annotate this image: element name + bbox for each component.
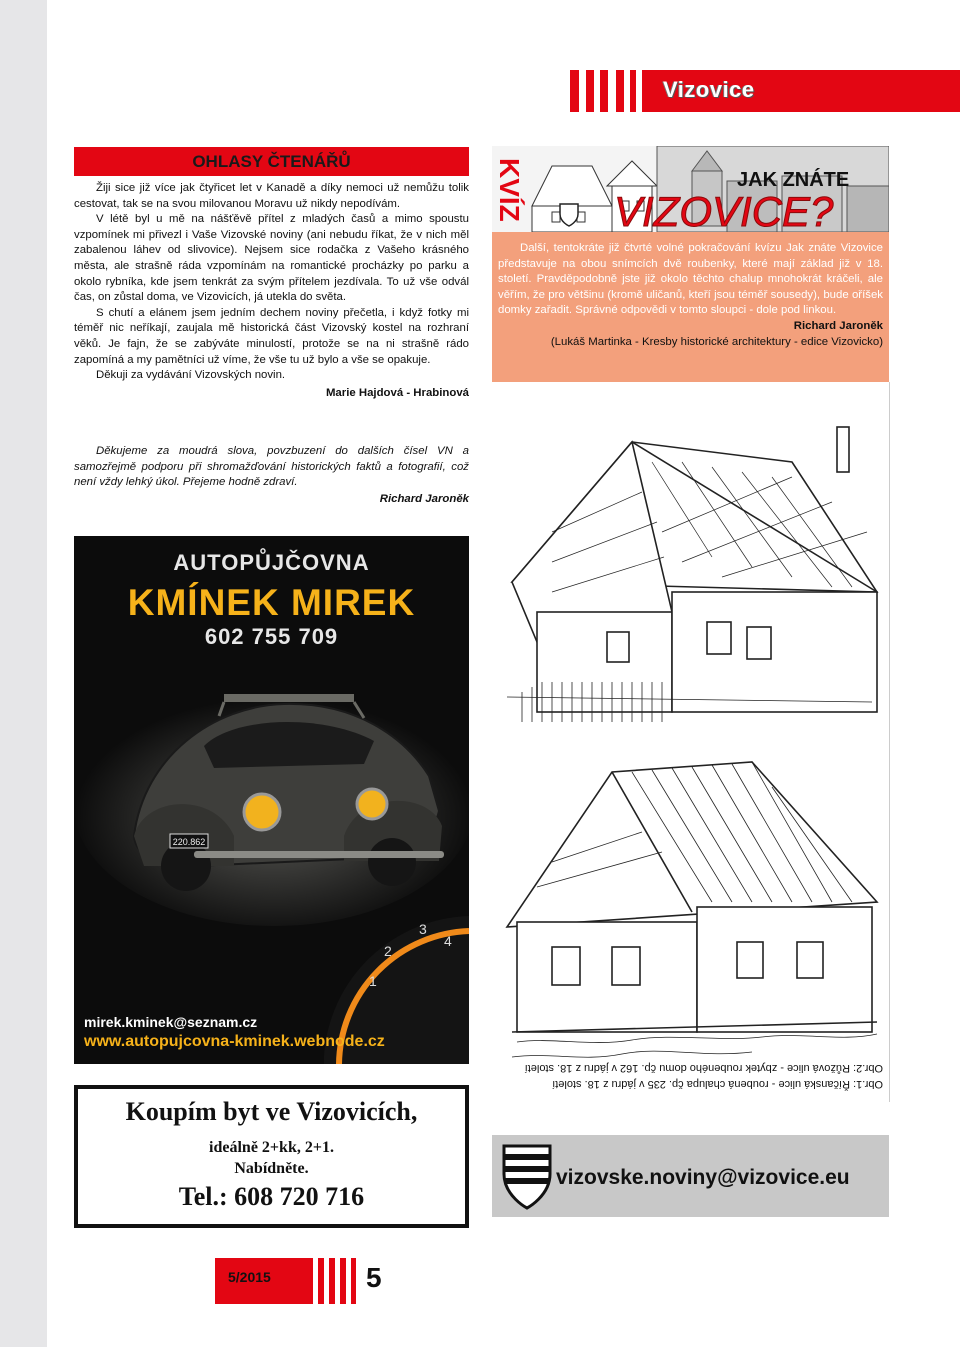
- car-rental-ad: [74, 536, 469, 1064]
- house-sketches: [492, 382, 889, 1102]
- reply-signature: Richard Jaroněk: [379, 492, 469, 505]
- letter-paragraph: Žiji sice již více jak čtyřicet let v Kanadě a díky nemoci už nemůžu tolik cestovat, tak se na svou milovanou Moravu už nikdy nepodívám.: [74, 182, 469, 210]
- footer-stripe: [340, 1258, 346, 1304]
- quiz-source: (Lukáš Martinka - Kresby historické architektury - edice Vizovicko): [550, 335, 883, 348]
- ad-phone: 602 755 709: [204, 624, 339, 649]
- svg-text:2: 2: [384, 943, 392, 959]
- section-title: Vizovice: [663, 77, 755, 102]
- ad-headline: AUTOPŮJČOVNA: [173, 550, 370, 575]
- letter-signature: Marie Hajdová - Hrabinová: [325, 386, 469, 399]
- letter-paragraph: Děkuji za vydávání Vizovských novin.: [96, 369, 286, 382]
- letters-heading: OHLASY ČTENÁŘŮ: [192, 152, 351, 171]
- header-stripe: [586, 70, 594, 112]
- quiz-header-graphic: [492, 146, 889, 232]
- editor-reply: [74, 444, 469, 507]
- quiz-intro: [498, 241, 883, 350]
- quiz-title-big: VIZOVICE?: [614, 188, 834, 232]
- svg-text:4: 4: [444, 933, 452, 949]
- sketch-caption-2: Obr.2: Růžová ulice - zbytek roubeného domu čp. 162 v jádru z 18. století: [524, 1062, 883, 1074]
- footer-stripe: [351, 1258, 356, 1304]
- wanted-detail: ideálně 2+kk, 2+1.: [209, 1139, 334, 1156]
- letter-paragraph: S chutí a elánem jsem jedním dechem noviny přečetla, i když fotky mi téměř nic neříkají, zaujala mě historická část Vizovský kostel na rozhraní věků. Je fajn, že se zabýváte minulostí, protože se na ni strašně rádo zapomíná a my pamětníci už víme, že vše tu už bylo a vše se opakuje.: [74, 306, 469, 366]
- sketches-panel: [492, 382, 890, 1102]
- quiz-side-label: KVÍZ: [494, 158, 525, 222]
- svg-text:1: 1: [369, 973, 377, 989]
- header-stripe: [616, 70, 624, 112]
- house-2-sketch: [507, 762, 877, 1057]
- svg-text:3: 3: [419, 921, 427, 937]
- quiz-title-small: JAK ZNÁTE: [737, 169, 850, 191]
- car-photo: [74, 536, 469, 1064]
- ad-company-name: KMÍNEK MIREK: [127, 582, 416, 623]
- reply-text: Děkujeme za moudrá slova, povzbuzení do dalších čísel VN a samozřejmě podporu při shromažďování historických faktů a fotografií, což není vždy lehký úkol. Přejeme hodně zdraví.: [74, 445, 469, 489]
- ad-website[interactable]: www.autopujcovna-kminek.webnode.cz: [84, 1033, 385, 1050]
- wanted-phone: Tel.: 608 720 716: [178, 1182, 365, 1211]
- header-stripe: [570, 70, 579, 112]
- quiz-header: [492, 146, 889, 232]
- quiz-paragraph: Další, tentokráte již čtvrté volné pokračování kvízu Jak znáte Vizovice představuje na obou snímcích dvě roubenky, které mají základ již v 18. století. Pravděpodobně jste již okolo těchto chalup mnohokrát kráčeli, ale věřím, že pro většinu (kromě uličanů, kteří jsou téměř sousedy), bude oříšek domky zařadit. Správné odpovědi v tomto sloupci - dole pod linkou.: [498, 242, 883, 317]
- quiz-signature: Richard Jaroněk: [793, 319, 883, 332]
- header-stripe: [630, 70, 636, 112]
- wanted-headline: Koupím byt ve Vizovicích,: [125, 1097, 418, 1126]
- header-stripe: [600, 70, 608, 112]
- footer-stripe: [318, 1258, 324, 1304]
- left-margin-strip: [0, 0, 47, 1347]
- page-number: 5: [366, 1262, 382, 1293]
- wanted-apartment-ad: [74, 1085, 469, 1228]
- vizovice-coat-of-arms-icon: [498, 1140, 558, 1212]
- letter-paragraph: V létě byl u mě na nášťěvě přítel z mladých časů a mimo spoustu vzpomínek mi přivezl i Vaše Vizovské noviny (ani nebudu říkat, že v nich měl zabalenou láhev od slivovice). Nejsem sice rodačka z Vašeho krásného města, ale strašně ráda vzpomínám na romantické procházky po parku a okolo rybníka, kde jsem tenkrát za svým přítelem jezdívala. To už vše odvál čas, on zůstal doma, ve Vizovicích, já utekla do světa.: [74, 213, 469, 304]
- ad-email[interactable]: mirek.kminek@seznam.cz: [84, 1014, 258, 1030]
- issue-number: 5/2015: [228, 1269, 271, 1285]
- wanted-offer: Nabídněte.: [234, 1160, 309, 1177]
- license-plate: 220.862: [172, 837, 206, 847]
- footer-stripe: [329, 1258, 335, 1304]
- house-1-sketch: [507, 427, 877, 722]
- contact-email[interactable]: vizovske.noviny@vizovice.eu: [556, 1166, 850, 1189]
- sketch-caption-1: Obr.1: Říčanská ulice - roubená chalupa čp. 235 v jádru z 18. století: [552, 1078, 883, 1090]
- reader-letter: [74, 181, 469, 401]
